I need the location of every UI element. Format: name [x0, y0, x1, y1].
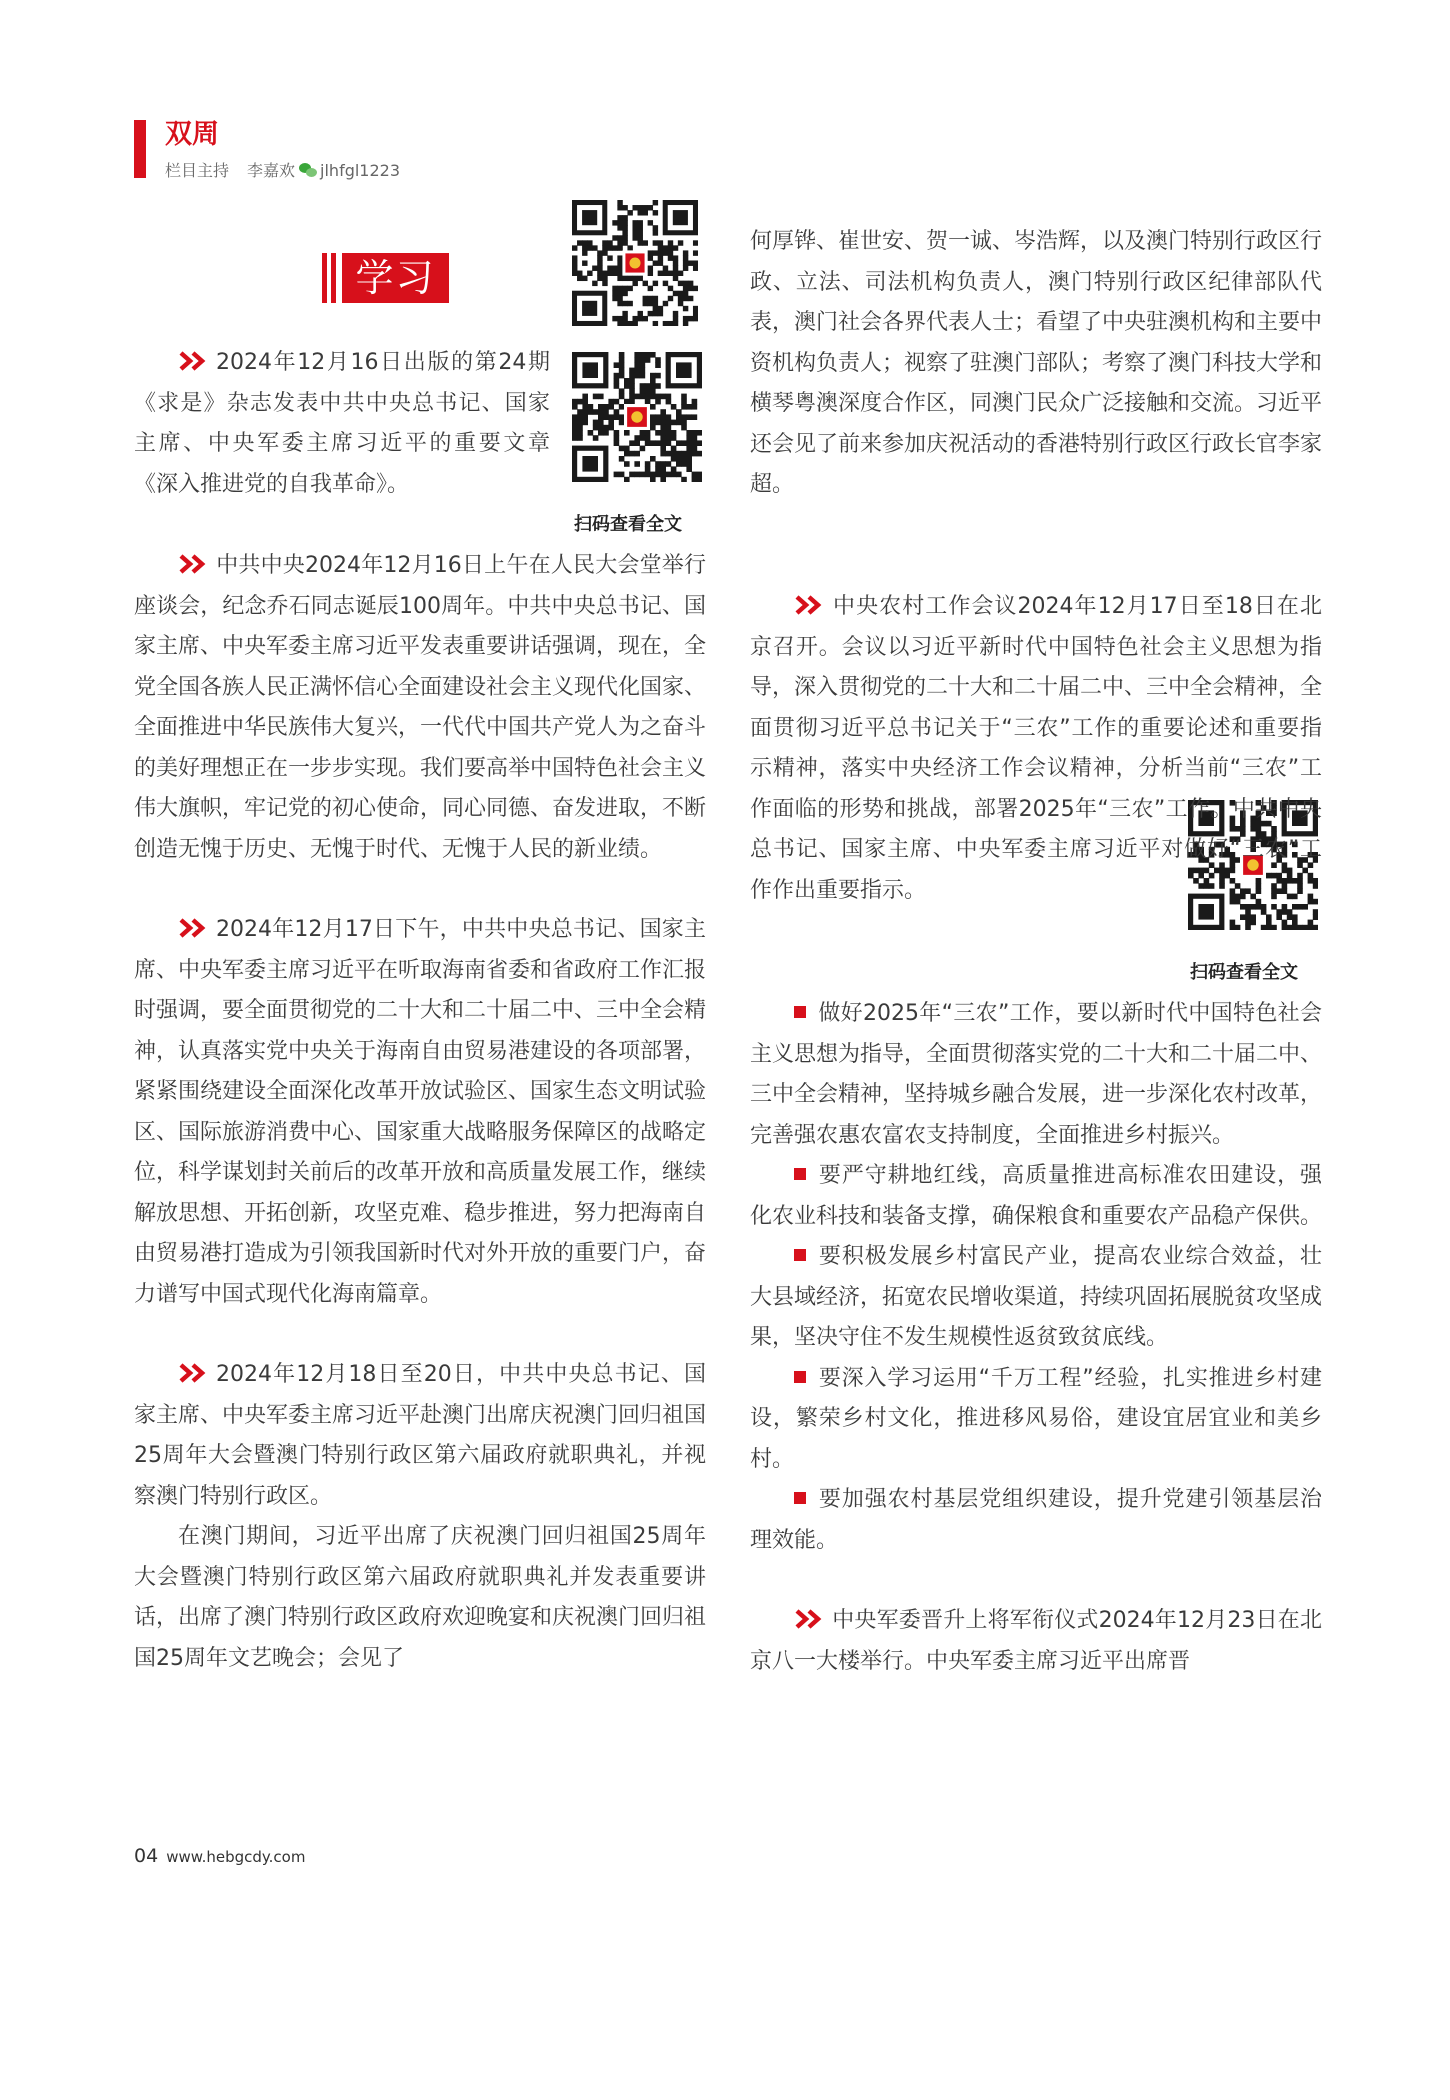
bullet-point: 做好2025年“三农”工作，要以新时代中国特色社会主义思想为指导，全面贯彻落实党的二十大和二十届二中、三中全会精神，坚持城乡融合发展，进一步深化农村改革，完善强农惠农富农支持制度，全面推进乡村振兴。 — [750, 1001, 1323, 1148]
qr-caption: 扫码查看全文 — [574, 514, 682, 535]
square-bullet-icon — [794, 1168, 806, 1180]
page-number: 04 — [134, 1845, 159, 1867]
qr-caption: 扫码查看全文 — [1190, 962, 1298, 983]
square-bullet-icon — [794, 1492, 806, 1504]
section-title: 双周 — [165, 119, 219, 150]
double-chevron-icon — [178, 917, 210, 939]
badge-stripe — [331, 253, 336, 303]
wechat-id: jlhfgl1223 — [320, 161, 401, 180]
section-marker-bar — [134, 120, 146, 178]
right-column — [750, 222, 1322, 506]
column-host-line — [165, 160, 400, 182]
square-bullet-icon — [794, 1006, 806, 1018]
left-column — [134, 343, 550, 505]
news-item: 中央军委晋升上将军衔仪式2024年12月23日在北京八一大楼举行。中央军委主席习近平出席晋 — [750, 1608, 1322, 1674]
bullet-point: 要深入学习运用“千万工程”经验，扎实推进乡村建设，繁荣乡村文化，推进移风易俗，建设宜居宜业和美乡村。 — [750, 1365, 1322, 1472]
news-item: 中央农村工作会议2024年12月17日至18日在北京召开。会议以习近平新时代中国特色社会主义思想为指导，深入贯彻党的二十大和二十届二中、三中全会精神，全面贯彻习近平总书记关于“三农”工作的重要论述和重要指示精神，落实中央经济工作会议精神，分析当前“三农”工作面临的形势和挑战，部署2025年“三农”工作。中共中央总书记、国家主席、中央军委主席习近平对做好“三农”工作作出重要指示。 — [750, 594, 1323, 903]
news-item-continued: 在澳门期间，习近平出席了庆祝澳门回归祖国25周年大会暨澳门特别行政区第六届政府就职典礼并发表重要讲话，出席了澳门特别行政区政府欢迎晚宴和庆祝澳门回归祖国25周年文艺晚会；会见了 — [134, 1524, 707, 1671]
square-bullet-icon — [794, 1249, 806, 1261]
qr-code[interactable] — [572, 200, 698, 326]
news-item: 2024年12月16日出版的第24期《求是》杂志发表中共中央总书记、国家主席、中央军委主席习近平的重要文章《深入推进党的自我革命》。 — [134, 350, 550, 497]
study-badge: 学习 — [342, 253, 449, 303]
badge-stripe — [322, 253, 327, 303]
host-name: 李嘉欢 — [247, 161, 296, 180]
double-chevron-icon — [794, 594, 826, 616]
news-item: 2024年12月17日下午，中共中央总书记、国家主席、中央军委主席习近平在听取海南省委和省政府工作汇报时强调，要全面贯彻党的二十大和二十届二中、三中全会精神，认真落实党中央关于海南自由贸易港建设的各项部署，紧紧围绕建设全面深化改革开放试验区、国家生态文明试验区、国际旅游消费中心、国家重大战略服务保障区的战略定位，科学谋划封关前后的改革开放和高质量发展工作，继续解放思想、开拓创新，攻坚克难、稳步推进，努力把海南自由贸易港打造成为引领我国新时代对外开放的重要门户，奋力谱写中国式现代化海南篇章。 — [134, 917, 707, 1307]
square-bullet-icon — [794, 1371, 806, 1383]
left-column — [134, 546, 706, 1679]
site-url[interactable]: www.hebgcdy.com — [166, 1848, 306, 1866]
right-column — [750, 994, 1322, 1682]
bullet-point: 要加强农村基层党组织建设，提升党建引领基层治理效能。 — [750, 1487, 1322, 1553]
right-column — [750, 587, 1322, 911]
news-item: 2024年12月18日至20日，中共中央总书记、国家主席、中央军委主席习近平赴澳门出席庆祝澳门回归祖国25周年大会暨澳门特别行政区第六届政府就职典礼，并视察澳门特别行政区。 — [134, 1362, 707, 1509]
news-item: 中共中央2024年12月16日上午在人民大会堂举行座谈会，纪念乔石同志诞辰100周年。中共中央总书记、国家主席、中央军委主席习近平发表重要讲话强调，现在，全党全国各族人民正满怀信心全面建设社会主义现代化国家、全面推进中华民族伟大复兴，一代代中国共产党人为之奋斗的美好理想正在一步步实现。我们要高举中国特色社会主义伟大旗帜，牢记党的初心使命，同心同德、奋发进取，不断创造无愧于历史、无愧于时代、无愧于人民的新业绩。 — [134, 553, 707, 862]
double-chevron-icon — [178, 553, 210, 575]
qr-code[interactable] — [572, 352, 702, 482]
bullet-point: 要严守耕地红线，高质量推进高标准农田建设，强化农业科技和装备支撑，确保粮食和重要农产品稳产保供。 — [750, 1163, 1323, 1229]
host-label: 栏目主持 — [165, 161, 230, 180]
bullet-point: 要积极发展乡村富民产业，提高农业综合效益，壮大县域经济，拓宽农民增收渠道，持续巩固拓展脱贫攻坚成果，坚决守住不发生规模性返贫致贫底线。 — [750, 1244, 1323, 1350]
double-chevron-icon — [178, 350, 210, 372]
page-footer — [134, 1845, 305, 1867]
double-chevron-icon — [178, 1362, 210, 1384]
news-item-continued: 何厚铧、崔世安、贺一诚、岑浩辉，以及澳门特别行政区行政、立法、司法机构负责人，澳门特别行政区纪律部队代表，澳门社会各界代表人士；看望了中央驻澳机构和主要中资机构负责人；视察了驻澳门部队；考察了澳门科技大学和横琴粤澳深度合作区，同澳门民众广泛接触和交流。习近平还会见了前来参加庆祝活动的香港特别行政区行政长官李家超。 — [750, 229, 1323, 497]
wechat-icon — [299, 163, 317, 178]
double-chevron-icon — [794, 1608, 826, 1630]
